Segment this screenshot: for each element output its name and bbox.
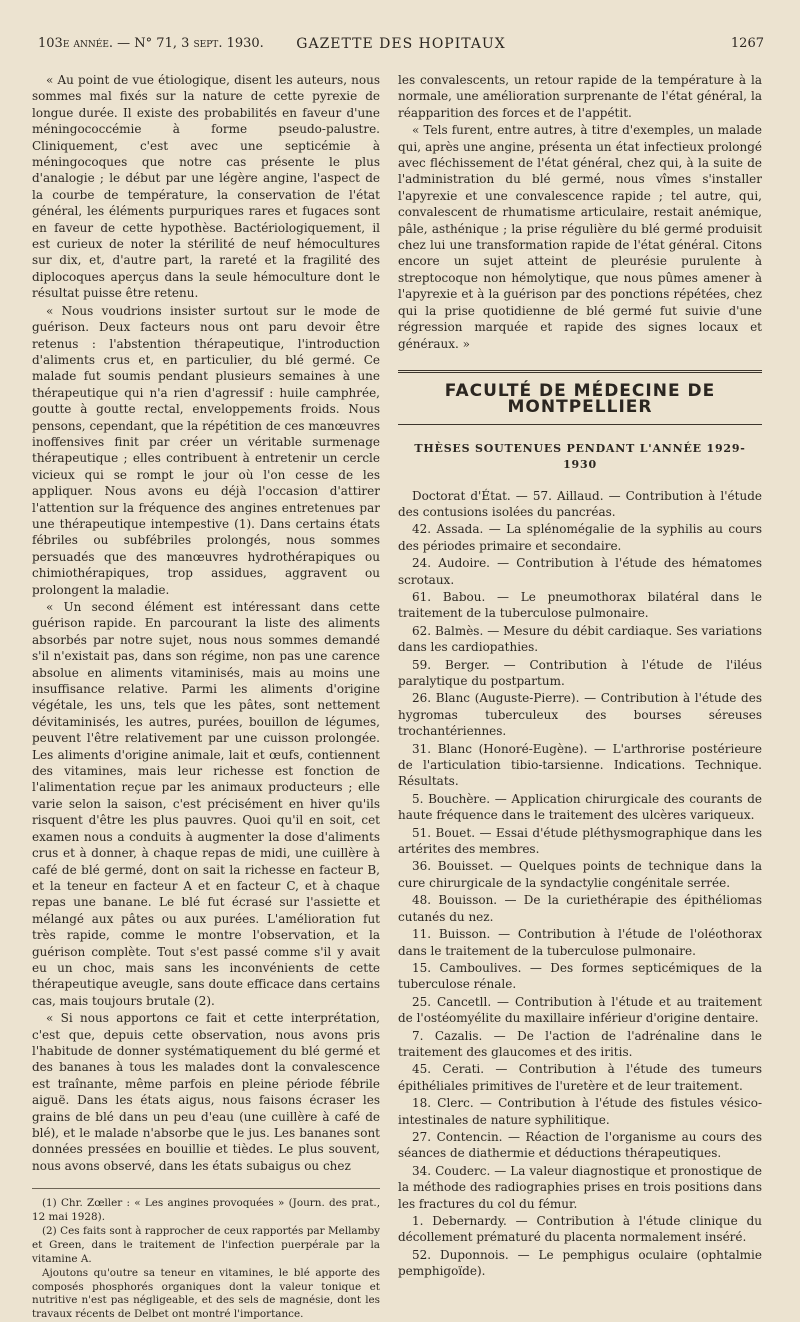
these-entry: 18. Clerc. — Contribution à l'étude des fistules vésico-intestinales de nature syphilitique.	[398, 1096, 762, 1127]
these-entry: 26. Blanc (Auguste-Pierre). — Contribution à l'étude des hygromas tuberculeux des bourses séreuses trochantériennes.	[398, 691, 762, 739]
these-entry: 42. Assada. — La splénomégalie de la syphilis au cours des périodes primaire et secondaire.	[398, 522, 762, 553]
these-entry: 24. Audoire. — Contribution à l'étude des hématomes scrotaux.	[398, 556, 762, 587]
paragraph: « Tels furent, entre autres, à titre d'exemples, un malade qui, après une angine, présenta un état infectieux prolongé avec fléchissement de l'état général, chez qui, à la suite de l'administration du blé germé, nous vîmes s'installer l'apyrexie et une convalescence rapide ; tel autre, qui, convalescent de rhumatisme articulaire, restait anémique, pâle, asthénique ; la prise régulière du blé germé produisit chez lui une transformation rapide de l'état général. Citons encore un sujet atteint de pleurésie purulente à streptocoque non hémolytique, que nous pûmes amener à l'apyrexie et à la guérison par des ponctions répétées, chez qui la prise quotidienne de blé germé fut suivie d'une régression marquée et rapide des signes locaux et généraux. »	[398, 123, 762, 351]
these-entry: 1. Debernardy. — Contribution à l'étude clinique du décollement prématuré du placenta normalement inséré.	[398, 1214, 762, 1245]
left-column	[32, 72, 380, 1320]
footnote: Ajoutons qu'outre sa teneur en vitamines, le blé apporte des composés phosphorés organiques dont la valeur tonique et nutritive n'est pas négligeable, et des sels de magnésie, dont les travaux récents de Delbet ont montré l'importance.	[32, 1267, 380, 1320]
paragraph: « Nous voudrions insister surtout sur le mode de guérison. Deux facteurs nous ont paru devoir être retenus : l'abstention thérapeutique, l'introduction d'aliments crus et, en particulier, du blé germé. Ce malade fut soumis pendant plusieurs semaines à une thérapeutique qui n'a rien d'agressif : huile camphrée, goutte à goutte rectal, enveloppements froids. Nous pensons, cependant, que la répétition de ces manœuvres inoffensives finit par créer un véritable surmenage thérapeutique ; elles contribuent à entretenir un cercle vicieux qui se rompt le jour où l'on cesse de les appliquer. Nous avons eu déjà l'occasion d'attirer l'attention sur la fréquence des angines entretenues par une thérapeutique intempestive (1). Dans certains états fébriles ou subfébriles prolongés, nous sommes persuadés que des manœuvres hydrothérapiques ou chimiothérapiques, trop assidues, aggravent ou prolongent la maladie.	[32, 303, 380, 597]
paragraph: les convalescents, un retour rapide de la température à la normale, une amélioration surprenante de l'état général, la réapparition des forces et de l'appétit.	[398, 73, 762, 120]
these-entry: 45. Cerati. — Contribution à l'étude des tumeurs épithéliales primitives de l'uretère et de leur traitement.	[398, 1062, 762, 1093]
these-entry: 34. Couderc. — La valeur diagnostique et pronostique de la méthode des radiographies prises en trois positions dans les fractures du col du fémur.	[398, 1163, 762, 1211]
these-entry: 25. Cancetll. — Contribution à l'étude et au traitement de l'ostéomyélite du maxillaire inférieur d'origine dentaire.	[398, 994, 762, 1026]
these-entry: 7. Cazalis. — De l'action de l'adrénaline dans le traitement des glaucomes et des iritis.	[398, 1028, 762, 1059]
these-entry: 11. Buisson. — Contribution à l'étude de l'oléothorax dans le traitement de la tuberculose pulmonaire.	[398, 927, 762, 958]
these-entry: Doctorat d'État. — 57. Aillaud. — Contribution à l'étude des contusions isolées du pancréas.	[398, 488, 762, 519]
these-entry: 5. Bouchère. — Application chirurgicale des courants de haute fréquence dans le traitement des ulcères variqueux.	[398, 791, 762, 823]
these-entry: 31. Blanc (Honoré-Eugène). — L'arthrorise postérieure de l'articulation tibio-tarsienne. Indications. Technique. Résultats.	[398, 741, 762, 789]
header-journal-title: GAZETTE DES HOPITAUX	[296, 36, 506, 52]
paragraph: « Un second élément est intéressant dans cette guérison rapide. En parcourant la liste des aliments absorbés par notre sujet, nous nous sommes demandé s'il n'existait pas, dans son régime, non pas une carence absolue en aliments vitaminisés, mais au moins une insuffisance relative. Parmi les aliments d'origine végétale, les uns, tels que les pâtes, sont nettement dévitaminisés, les autres, purées, bouillon de légumes, peuvent l'être relativement par une cuisson prolongée. Les aliments d'origine animale, lait et œufs, contiennent des vitamines, mais leur richesse est fonction de l'alimentation reçue par les animaux producteurs ; elle varie selon la saison, c'est précisément en hiver qu'ils risquent d'être les plus pauvres. Quoi qu'il en soit, cet examen nous a conduits à augmenter la dose d'aliments crus et à donner, à chaque repas de midi, une cuillère à café de blé germé, dont on sait la richesse en facteur B, et la teneur en facteur A et en facteur C, et à chaque repas une banane. Le blé fut écrasé sur l'assiette et mélangé aux pâtes ou aux purées. L'amélioration fut très rapide, comme le montre l'observation, et la guérison complète. Tout s'est passé comme s'il y avait eu un choc, mais sans les inconvénients de cette thérapeutique aveugle, sans doute efficace dans certains cas, mais toujours brutale (2).	[32, 600, 380, 1008]
these-entry: 52. Duponnois. — Le pemphigus oculaire (ophtalmie pemphigoïde).	[398, 1247, 762, 1279]
header-issue: 103e année. — N° 71, 3 sept. 1930.	[38, 36, 264, 51]
theses-subtitle: THÈSES SOUTENUES PENDANT L'ANNÉE 1929-1930	[414, 441, 746, 472]
footnote: (2) Ces faits sont à rapprocher de ceux rapportés par Mellamby et Green, dans le traitement de l'infection puerpérale par la vitamine A.	[32, 1225, 380, 1265]
faculty-title: FACULTÉ DE MÉDECINE DE MONTPELLIER	[398, 370, 762, 425]
these-entry: 36. Bouisset. — Quelques points de technique dans la cure chirurgicale de la syndactylie congénitale serrée.	[398, 859, 762, 890]
footnotes	[32, 1188, 380, 1321]
these-entry: 59. Berger. — Contribution à l'étude de l'iléus paralytique du postpartum.	[398, 657, 762, 688]
paragraph: « Au point de vue étiologique, disent les auteurs, nous sommes mal fixés sur la nature de cette pyrexie de longue durée. Il existe des probabilités en faveur d'une méningococcémie à forme pseudo-palustre. Cliniquement, c'est avec une septicémie à méningocoques que notre cas présente le plus d'analogie ; le début par une légère angine, l'aspect de la courbe de température, la conservation de l'état général, les éléments purpuriques rares et fugaces sont en faveur de cette hypothèse. Bactériologiquement, il est curieux de noter la stérilité de neuf hémocultures sur dix, et, d'autre part, la rareté et la fragilité des diplocoques aperçus dans la seule hémoculture dont le résultat puisse être retenu.	[32, 73, 380, 301]
these-entry: 61. Babou. — Le pneumothorax bilatéral dans le traitement de la tuberculose pulmonaire.	[398, 589, 762, 621]
these-entry: 15. Camboulives. — Des formes septicémiques de la tuberculose rénale.	[398, 960, 762, 992]
these-entry: 51. Bouet. — Essai d'étude pléthysmographique dans les artérites des membres.	[398, 825, 762, 857]
page-header	[38, 32, 764, 56]
these-entry: 27. Contencin. — Réaction de l'organisme au cours des séances de diathermie et déductions thérapeutiques.	[398, 1129, 762, 1161]
theses-list	[398, 488, 762, 1280]
these-entry: 62. Balmès. — Mesure du débit cardiaque. Ses variations dans les cardiopathies.	[398, 623, 762, 655]
right-column	[398, 72, 762, 1279]
paragraph: « Si nous apportons ce fait et cette interprétation, c'est que, depuis cette observation, nous avons pris l'habitude de donner systématiquement du blé germé et des bananes à tous les malades dont la convalescence est traînante, même parfois en pleine période fébrile aiguë. Dans les états aigus, nous faisons écraser les grains de blé dans un peu d'eau (une cuillère à café de blé), et le malade n'absorbe que le jus. Les bananes sont données pressées en bouillie et tièdes. Le plus souvent, nous avons observé, dans les états subaigus ou chez	[32, 1011, 380, 1173]
footnote: (1) Chr. Zœller : « Les angines provoquées » (Journ. des prat., 12 mai 1928).	[32, 1197, 380, 1223]
these-entry: 48. Bouisson. — De la curiethérapie des épithéliomas cutanés du nez.	[398, 893, 762, 924]
header-page-number: 1267	[730, 36, 764, 51]
